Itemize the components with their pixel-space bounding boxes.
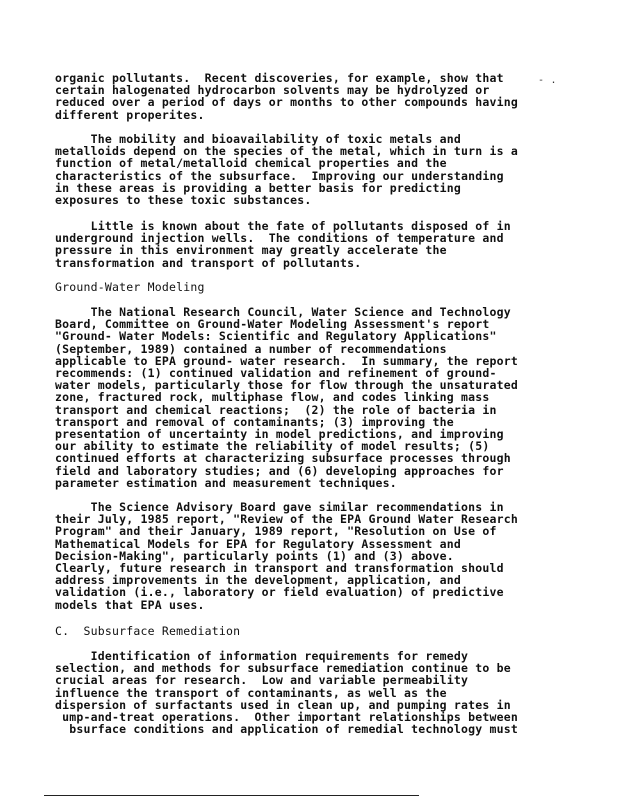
text-line: organic pollutants. Recent discoveries, for example, show that: [55, 71, 504, 85]
text-line: Program" and their January, 1989 report, "Resolution on Use of: [55, 524, 497, 539]
text-line: function of metal/metalloid chemical properties and the: [55, 156, 447, 171]
heading-ground-water-modeling: Ground-Water Modeling: [55, 280, 205, 294]
text-line: Clearly, future research in transport and transformation should: [55, 561, 504, 575]
text-line: water models, particularly those for flow through the unsaturated: [55, 378, 519, 393]
text-line: transformation and transport of pollutants.: [55, 255, 362, 270]
footer-rule: [44, 795, 419, 796]
text-line: their July, 1985 report, "Review of the EPA Ground Water Research: [55, 512, 519, 527]
text-line: zone, fractured rock, multiphase flow, and codes linking mass: [55, 390, 490, 405]
text-line: address improvements in the development, application, and: [55, 573, 462, 588]
text-line: exposures to these toxic substances.: [55, 193, 312, 207]
text-line: parameter estimation and measurement techniques.: [55, 475, 397, 490]
text-line: The Science Advisory Board gave similar recommendations in: [55, 500, 504, 514]
text-line: "Ground- Water Models: Scientific and Regulatory Applications": [55, 329, 497, 344]
text-line: Decision-Making", particularly points (1) and (3) above.: [55, 548, 454, 563]
text-line: Mathematical Models for EPA for Regulatory Assessment and: [55, 536, 462, 551]
text-line: in these areas is providing a better basis for predicting: [55, 180, 462, 195]
text-line: The mobility and bioavailability of toxic metals and: [55, 132, 462, 146]
text-line: our ability to estimate the reliability of model results; (5): [55, 439, 490, 454]
text-line: applicable to EPA ground- water research. In summary, the report: [55, 353, 519, 368]
text-line: transport and removal of contaminants; (3) improving the: [55, 414, 454, 429]
text-line: Little is known about the fate of pollutants disposed of in: [55, 219, 511, 233]
text-line: ump-and-treat operations. Other important relationships between: [55, 710, 519, 724]
text-line: continued efforts at characterizing subsurface processes through: [55, 451, 511, 466]
heading-subsurface-remediation: C. Subsurface Remediation: [55, 624, 241, 638]
text-line: different properites.: [55, 107, 205, 122]
text-line: (September, 1989) contained a number of recommendations: [55, 341, 447, 356]
text-line: influence the transport of contaminants, as well as the: [55, 685, 447, 700]
text-line: presentation of uncertainty in model predictions, and improving: [55, 427, 504, 441]
text-line: metalloids depend on the species of the metal, which in turn is a: [55, 144, 519, 159]
text-line: pressure in this environment may greatly accelerate the: [55, 243, 447, 258]
text-line: dispersion of surfactants used in clean up, and pumping rates in: [55, 697, 511, 712]
text-line: bsurface conditions and application of remedial technology must: [55, 722, 519, 737]
text-line: Identification of information requirements for remedy: [55, 649, 469, 663]
text-line: crucial areas for research. Low and variable permeability: [55, 673, 469, 688]
text-line: validation (i.e., laboratory or field evaluation) of predictive: [55, 585, 504, 600]
text-line: The National Research Council, Water Science and Technology: [55, 305, 511, 319]
text-line: selection, and methods for subsurface remediation continue to be: [55, 661, 511, 676]
text-line: field and laboratory studies; and (6) developing approaches for: [55, 463, 504, 478]
text-line: Board, Committee on Ground-Water Modeling Assessment's report: [55, 317, 490, 332]
margin-mark-top: - .: [538, 75, 557, 86]
text-line: certain halogenated hydrocarbon solvents may be hydrolyzed or: [55, 83, 490, 98]
text-line: transport and chemical reactions; (2) the role of bacteria in: [55, 402, 497, 417]
text-line: reduced over a period of days or months to other compounds having: [55, 95, 519, 110]
text-line: models that EPA uses.: [55, 597, 205, 612]
text-line: underground injection wells. The conditions of temperature and: [55, 231, 504, 246]
text-line: recommends: (1) continued validation and refinement of ground-: [55, 366, 497, 380]
text-line: characteristics of the subsurface. Improving our understanding: [55, 168, 504, 183]
